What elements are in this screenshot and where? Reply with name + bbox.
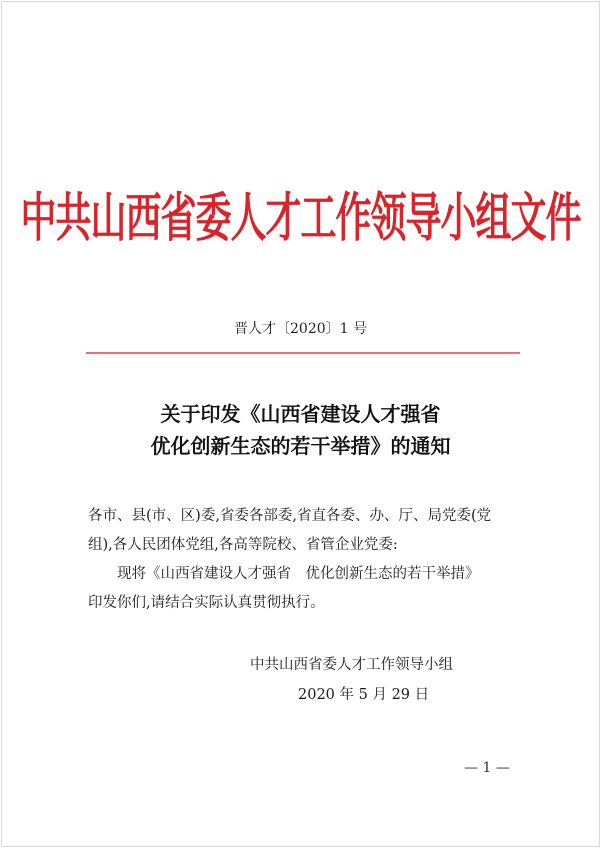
- body-line-recipients-1: 各市、县(市、区)委,省委各部委,省直各委、办、厅、局党委(党: [88, 508, 492, 524]
- notice-title-line-1: 关于印发《山西省建设人才强省: [160, 402, 441, 426]
- body-line-content-1: 现将《山西省建设人才强省 优化创新生态的若干举措》: [117, 566, 480, 582]
- page-number: — 1 —: [464, 760, 510, 776]
- issuer-signature: 中共山西省委人才工作领导小组: [250, 657, 453, 673]
- body-line-content-2: 印发你们,请结合实际认真贯彻执行。: [88, 595, 325, 611]
- issue-date: 2020 年 5 月 29 日: [298, 687, 430, 703]
- notice-body: [88, 502, 520, 618]
- notice-title: [2, 398, 599, 462]
- header-divider: [86, 352, 520, 354]
- document-page: [1, 1, 600, 847]
- document-number: 晋人才〔2020〕1 号: [234, 321, 367, 337]
- notice-title-line-2: 优化创新生态的若干举措》的通知: [150, 434, 451, 458]
- document-header-title: 中共山西省委人才工作领导小组文件: [20, 187, 581, 249]
- body-line-recipients-2: 组),各人民团体党组,各高等院校、省管企业党委:: [88, 537, 398, 553]
